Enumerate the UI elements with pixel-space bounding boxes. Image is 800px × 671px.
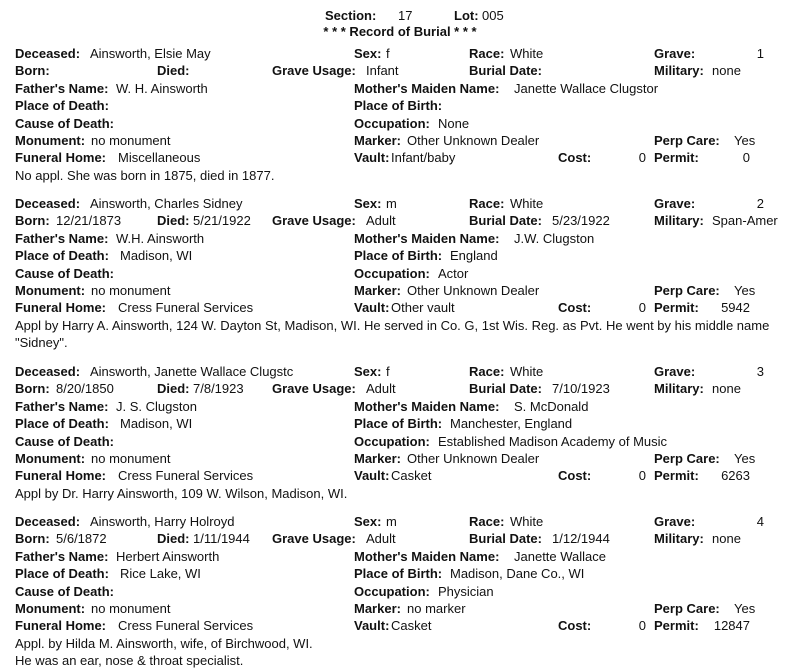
vault-label: Vault: xyxy=(354,300,390,315)
funeral-home-value: Miscellaneous xyxy=(118,150,201,165)
mother-value: Janette Wallace Clugstor xyxy=(514,81,659,96)
sex-value: m xyxy=(386,196,397,211)
perp-care-value: Yes xyxy=(734,601,756,616)
grave-usage-value: Adult xyxy=(366,381,396,396)
monument-label: Monument: xyxy=(15,601,86,616)
military-label: Military: xyxy=(654,531,704,546)
died-value: 1/11/1944 xyxy=(193,531,250,546)
cost-value: 0 xyxy=(638,300,646,315)
mother-label: Mother's Maiden Name: xyxy=(354,549,500,564)
marker-label: Marker: xyxy=(354,451,401,466)
vault-value: Infant/baby xyxy=(391,150,456,165)
died-label: Died: xyxy=(157,531,190,546)
grave-label: Grave: xyxy=(654,46,696,61)
record-notes: Appl by Harry A. Ainsworth, 124 W. Dayton St, Madison, WI. He served in Co. G, 1st Wis. Reg. as Pvt. He went by his middle name "Sidney". xyxy=(15,318,773,350)
race-label: Race: xyxy=(469,46,505,61)
deceased-label: Deceased: xyxy=(15,46,81,61)
permit-label: Permit: xyxy=(654,618,699,633)
permit-value: 6263 xyxy=(721,468,750,483)
marker-value: Other Unknown Dealer xyxy=(407,283,540,298)
vault-label: Vault: xyxy=(354,468,390,483)
deceased-label: Deceased: xyxy=(15,514,81,529)
perp-care-label: Perp Care: xyxy=(654,283,720,298)
burial-date-label: Burial Date: xyxy=(469,213,542,228)
father-value: J. S. Clugston xyxy=(116,399,197,414)
occupation-label: Occupation: xyxy=(354,116,430,131)
cause-of-death-label: Cause of Death: xyxy=(15,116,114,131)
grave-label: Grave: xyxy=(654,196,696,211)
race-value: White xyxy=(510,514,544,529)
marker-value: no marker xyxy=(407,601,466,616)
grave-label: Grave: xyxy=(654,514,696,529)
vault-value: Casket xyxy=(391,618,432,633)
mother-label: Mother's Maiden Name: xyxy=(354,231,500,246)
race-value: White xyxy=(510,364,544,379)
military-label: Military: xyxy=(654,63,704,78)
permit-value: 0 xyxy=(742,150,750,165)
burial-date-value: 1/12/1944 xyxy=(552,531,610,546)
military-value: none xyxy=(712,531,741,546)
place-of-birth-label: Place of Birth: xyxy=(354,566,443,581)
deceased-value: Ainsworth, Janette Wallace Clugstc xyxy=(90,364,294,379)
grave-label: Grave: xyxy=(654,364,696,379)
marker-label: Marker: xyxy=(354,283,401,298)
perp-care-value: Yes xyxy=(734,451,756,466)
marker-value: Other Unknown Dealer xyxy=(407,451,540,466)
military-label: Military: xyxy=(654,381,704,396)
cause-of-death-label: Cause of Death: xyxy=(15,266,114,281)
race-label: Race: xyxy=(469,196,505,211)
place-of-death-label: Place of Death: xyxy=(15,98,109,113)
father-label: Father's Name: xyxy=(15,81,109,96)
vault-label: Vault: xyxy=(354,150,390,165)
cause-of-death-label: Cause of Death: xyxy=(15,584,114,599)
burial-date-value: 5/23/1922 xyxy=(552,213,610,228)
permit-label: Permit: xyxy=(654,300,699,315)
cost-label: Cost: xyxy=(558,618,592,633)
born-label: Born: xyxy=(15,531,50,546)
vault-value: Casket xyxy=(391,468,432,483)
sex-label: Sex: xyxy=(354,364,382,379)
place-of-birth-label: Place of Birth: xyxy=(354,248,443,263)
grave-usage-label: Grave Usage: xyxy=(272,381,356,396)
military-value: none xyxy=(712,63,741,78)
perp-care-label: Perp Care: xyxy=(654,451,720,466)
grave-usage-label: Grave Usage: xyxy=(272,63,356,78)
funeral-home-label: Funeral Home: xyxy=(15,618,107,633)
place-of-death-label: Place of Death: xyxy=(15,248,109,263)
grave-value: 4 xyxy=(756,514,764,529)
monument-label: Monument: xyxy=(15,133,86,148)
perp-care-value: Yes xyxy=(734,133,756,148)
record-notes: Appl. by Hilda M. Ainsworth, wife, of Birchwood, WI. He was an ear, nose & throat specialist. xyxy=(15,636,313,668)
burial-date-label: Burial Date: xyxy=(469,63,542,78)
lot-label: Lot: xyxy=(454,8,479,23)
funeral-home-label: Funeral Home: xyxy=(15,468,107,483)
cost-value: 0 xyxy=(638,618,646,633)
permit-label: Permit: xyxy=(654,150,699,165)
marker-label: Marker: xyxy=(354,133,401,148)
race-value: White xyxy=(510,46,544,61)
deceased-value: Ainsworth, Elsie May xyxy=(90,46,211,61)
monument-label: Monument: xyxy=(15,451,86,466)
deceased-value: Ainsworth, Charles Sidney xyxy=(90,196,243,211)
place-of-birth-label: Place of Birth: xyxy=(354,416,443,431)
section-value: 17 xyxy=(398,8,413,23)
father-label: Father's Name: xyxy=(15,399,109,414)
occupation-value: None xyxy=(438,116,470,131)
grave-usage-label: Grave Usage: xyxy=(272,531,356,546)
cost-label: Cost: xyxy=(558,300,592,315)
deceased-label: Deceased: xyxy=(15,364,81,379)
place-of-death-value: Madison, WI xyxy=(120,416,193,431)
funeral-home-label: Funeral Home: xyxy=(15,300,107,315)
cause-of-death-label: Cause of Death: xyxy=(15,434,114,449)
sex-label: Sex: xyxy=(354,514,382,529)
funeral-home-value: Cress Funeral Services xyxy=(118,618,254,633)
monument-value: no monument xyxy=(91,451,171,466)
section-label: Section: xyxy=(325,8,377,23)
funeral-home-value: Cress Funeral Services xyxy=(118,300,254,315)
page-title: * * * Record of Burial * * * xyxy=(323,24,477,39)
cost-value: 0 xyxy=(638,150,646,165)
military-value: Span-Amer xyxy=(712,213,778,228)
grave-usage-value: Adult xyxy=(366,213,396,228)
place-of-death-label: Place of Death: xyxy=(15,416,109,431)
occupation-label: Occupation: xyxy=(354,584,430,599)
deceased-value: Ainsworth, Harry Holroyd xyxy=(90,514,235,529)
monument-value: no monument xyxy=(91,133,171,148)
died-label: Died: xyxy=(157,63,190,78)
monument-value: no monument xyxy=(91,601,171,616)
perp-care-value: Yes xyxy=(734,283,756,298)
grave-usage-label: Grave Usage: xyxy=(272,213,356,228)
mother-label: Mother's Maiden Name: xyxy=(354,81,500,96)
father-value: W. H. Ainsworth xyxy=(116,81,208,96)
military-value: none xyxy=(712,381,741,396)
perp-care-label: Perp Care: xyxy=(654,601,720,616)
monument-label: Monument: xyxy=(15,283,86,298)
grave-value: 3 xyxy=(756,364,764,379)
place-of-death-value: Madison, WI xyxy=(120,248,193,263)
sex-value: f xyxy=(386,364,390,379)
died-label: Died: xyxy=(157,381,190,396)
born-value: 8/20/1850 xyxy=(56,381,114,396)
born-label: Born: xyxy=(15,63,50,78)
race-label: Race: xyxy=(469,364,505,379)
record-notes: Appl by Dr. Harry Ainsworth, 109 W. Wilson, Madison, WI. xyxy=(15,486,348,501)
born-label: Born: xyxy=(15,381,50,396)
grave-value: 1 xyxy=(756,46,764,61)
place-of-death-label: Place of Death: xyxy=(15,566,109,581)
occupation-value: Established Madison Academy of Music xyxy=(438,434,668,449)
grave-usage-value: Infant xyxy=(366,63,399,78)
occupation-value: Physician xyxy=(438,584,494,599)
funeral-home-label: Funeral Home: xyxy=(15,150,107,165)
sex-value: m xyxy=(386,514,397,529)
cost-label: Cost: xyxy=(558,150,592,165)
marker-value: Other Unknown Dealer xyxy=(407,133,540,148)
funeral-home-value: Cress Funeral Services xyxy=(118,468,254,483)
burial-date-label: Burial Date: xyxy=(469,531,542,546)
born-value: 5/6/1872 xyxy=(56,531,107,546)
occupation-label: Occupation: xyxy=(354,434,430,449)
sex-label: Sex: xyxy=(354,46,382,61)
place-of-birth-label: Place of Birth: xyxy=(354,98,443,113)
place-of-birth-value: Madison, Dane Co., WI xyxy=(450,566,585,581)
sex-value: f xyxy=(386,46,390,61)
grave-usage-value: Adult xyxy=(366,531,396,546)
place-of-death-value: Rice Lake, WI xyxy=(120,566,201,581)
military-label: Military: xyxy=(654,213,704,228)
permit-label: Permit: xyxy=(654,468,699,483)
permit-value: 12847 xyxy=(713,618,750,633)
born-label: Born: xyxy=(15,213,50,228)
vault-label: Vault: xyxy=(354,618,390,633)
died-value: 7/8/1923 xyxy=(193,381,244,396)
father-label: Father's Name: xyxy=(15,549,109,564)
race-label: Race: xyxy=(469,514,505,529)
grave-value: 2 xyxy=(756,196,764,211)
died-label: Died: xyxy=(157,213,190,228)
burial-date-value: 7/10/1923 xyxy=(552,381,610,396)
cost-label: Cost: xyxy=(558,468,592,483)
occupation-label: Occupation: xyxy=(354,266,430,281)
race-value: White xyxy=(510,196,544,211)
vault-value: Other vault xyxy=(391,300,455,315)
mother-value: Janette Wallace xyxy=(514,549,607,564)
permit-value: 5942 xyxy=(721,300,750,315)
occupation-value: Actor xyxy=(438,266,469,281)
mother-value: J.W. Clugston xyxy=(514,231,595,246)
monument-value: no monument xyxy=(91,283,171,298)
place-of-birth-value: Manchester, England xyxy=(450,416,573,431)
record-notes: No appl. She was born in 1875, died in 1877. xyxy=(15,168,275,183)
deceased-label: Deceased: xyxy=(15,196,81,211)
father-value: W.H. Ainsworth xyxy=(116,231,205,246)
father-label: Father's Name: xyxy=(15,231,109,246)
perp-care-label: Perp Care: xyxy=(654,133,720,148)
father-value: Herbert Ainsworth xyxy=(116,549,220,564)
mother-label: Mother's Maiden Name: xyxy=(354,399,500,414)
born-value: 12/21/1873 xyxy=(56,213,122,228)
died-value: 5/21/1922 xyxy=(193,213,251,228)
sex-label: Sex: xyxy=(354,196,382,211)
marker-label: Marker: xyxy=(354,601,401,616)
burial-date-label: Burial Date: xyxy=(469,381,542,396)
cost-value: 0 xyxy=(638,468,646,483)
place-of-birth-value: England xyxy=(450,248,498,263)
mother-value: S. McDonald xyxy=(514,399,589,414)
lot-value: 005 xyxy=(482,8,504,23)
